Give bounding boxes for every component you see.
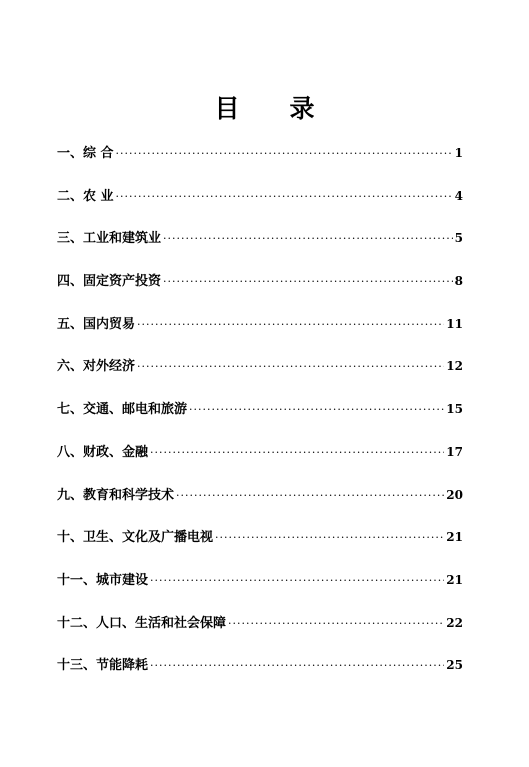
- toc-item-label: 五、国内贸易: [57, 316, 136, 332]
- toc-item-page: 17: [446, 444, 463, 459]
- toc-item-page: 22: [446, 615, 463, 630]
- toc-leader-dots: [163, 273, 453, 291]
- toc-leader-dots: [137, 316, 444, 334]
- toc-leader-dots: [150, 572, 444, 590]
- toc-item-page: 11: [446, 316, 463, 331]
- toc-item-label: 十三、节能降耗: [57, 658, 149, 674]
- toc-leader-dots: [163, 230, 453, 248]
- toc-item-label: 十一、城市建设: [57, 572, 149, 588]
- toc-leader-dots: [176, 487, 444, 505]
- toc-item-page: 21: [446, 572, 463, 587]
- toc-leader-dots: [116, 188, 453, 206]
- toc-item[interactable]: [57, 144, 463, 187]
- toc-item-page: 8: [454, 274, 463, 289]
- toc-leader-dots: [150, 444, 444, 462]
- toc-item-page: 15: [446, 402, 463, 417]
- toc-item-label: 四、固定资产投资: [57, 274, 162, 290]
- toc-item[interactable]: [57, 486, 463, 529]
- toc-item[interactable]: [57, 357, 463, 400]
- toc-item-label: 八、财政、金融: [57, 444, 149, 460]
- toc-item-page: 25: [446, 658, 463, 673]
- toc-leader-dots: [189, 401, 444, 419]
- toc-leader-dots: [116, 145, 453, 163]
- page-title: 目 录: [214, 94, 315, 123]
- toc-item[interactable]: [57, 187, 463, 230]
- toc-item-label: 三、工业和建筑业: [57, 231, 162, 247]
- toc-item[interactable]: [57, 614, 463, 657]
- toc-item[interactable]: [57, 315, 463, 358]
- toc-item[interactable]: [57, 528, 463, 571]
- toc-item[interactable]: [57, 443, 463, 486]
- toc-item-label: 十、卫生、文化及广播电视: [57, 530, 214, 546]
- toc-item-label: 七、交通、邮电和旅游: [57, 402, 188, 418]
- toc-item[interactable]: [57, 656, 463, 699]
- toc-item-label: 一、综 合: [57, 146, 114, 161]
- toc-item-label: 六、对外经济: [57, 359, 136, 375]
- toc-item-page: 4: [454, 188, 463, 203]
- toc-item-label: 九、教育和科学技术: [57, 487, 175, 503]
- toc-leader-dots: [228, 615, 444, 633]
- toc-leader-dots: [215, 529, 444, 547]
- toc-item[interactable]: [57, 400, 463, 443]
- table-of-contents: [57, 144, 463, 699]
- toc-item-label: 十二、人口、生活和社会保障: [57, 615, 227, 631]
- toc-item-page: 12: [446, 359, 463, 374]
- toc-item[interactable]: [57, 229, 463, 272]
- toc-item-label: 二、农 业: [57, 188, 114, 204]
- toc-item-page: 1: [454, 146, 463, 160]
- toc-item[interactable]: [57, 571, 463, 614]
- toc-item-page: 5: [454, 231, 463, 246]
- toc-leader-dots: [150, 657, 444, 675]
- toc-item-page: 20: [446, 487, 463, 502]
- toc-item-page: 21: [446, 530, 463, 545]
- toc-leader-dots: [137, 358, 444, 376]
- toc-item[interactable]: [57, 272, 463, 315]
